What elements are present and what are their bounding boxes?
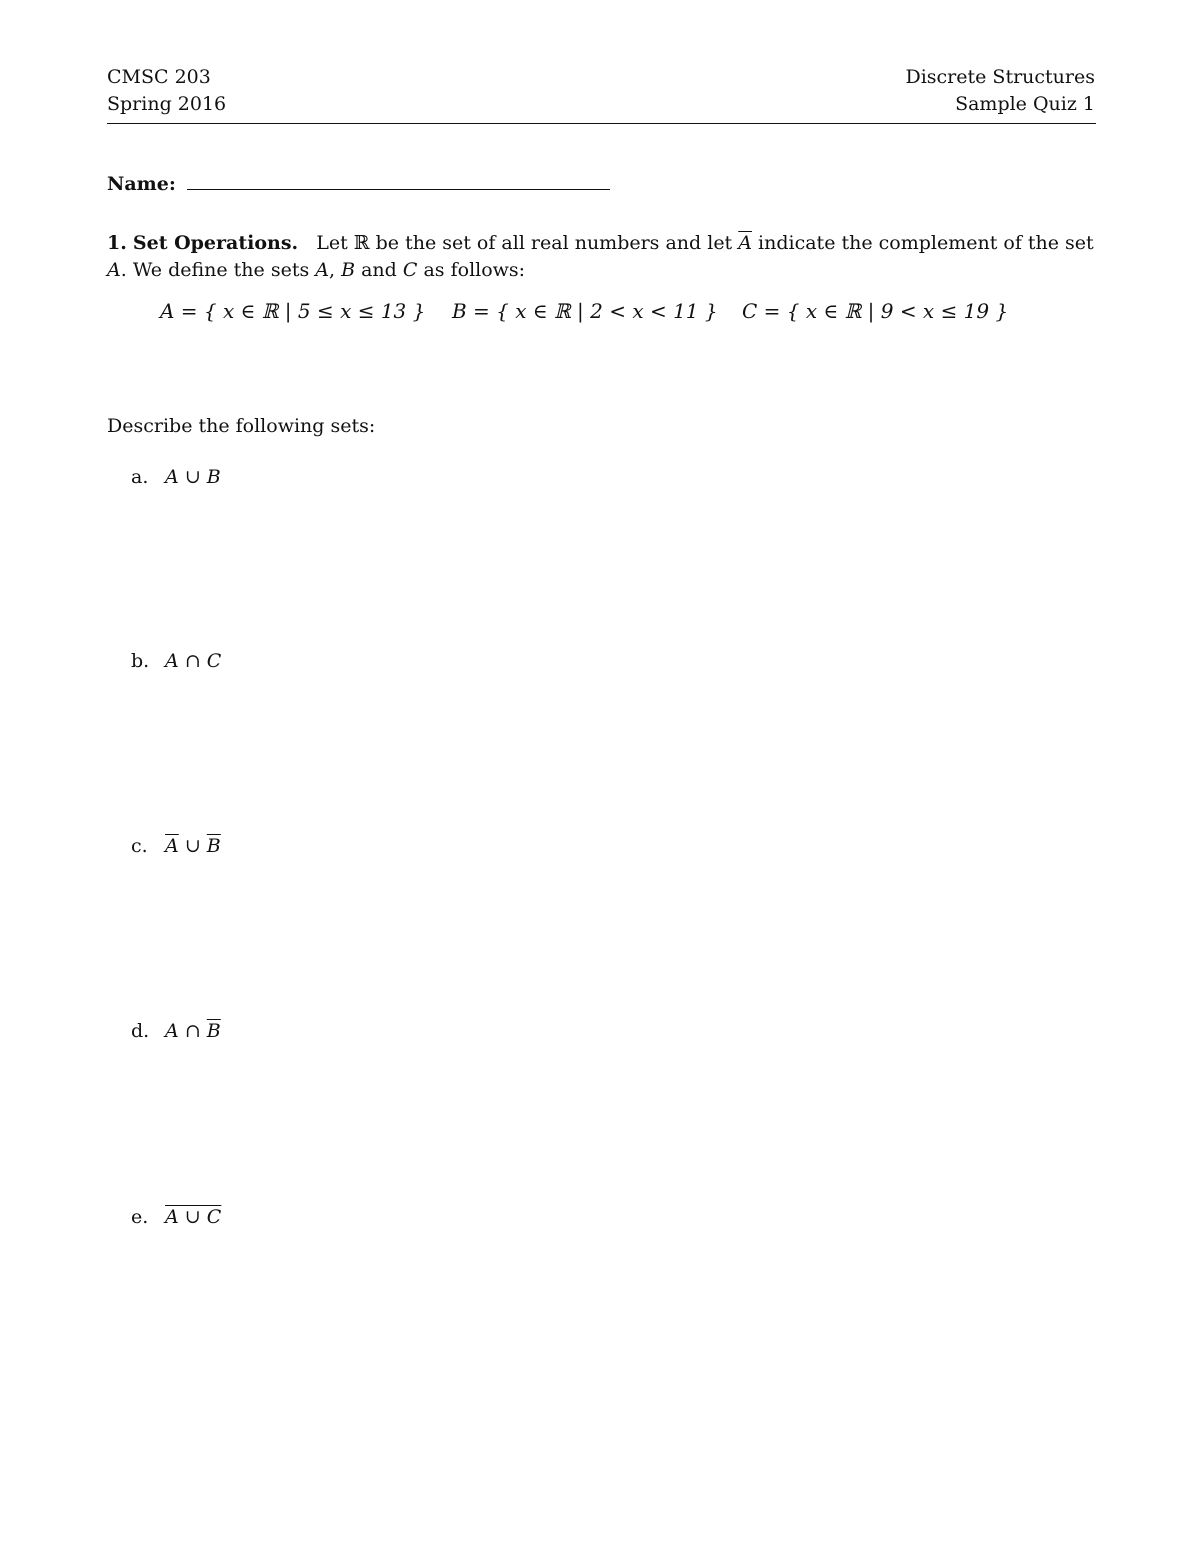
problem-title: Set Operations. xyxy=(132,232,299,254)
comma: , xyxy=(329,259,336,281)
question-d xyxy=(131,1020,221,1042)
question-left-operand: A xyxy=(165,1020,179,1042)
question-label: a. xyxy=(131,466,149,488)
question-left-operand: $\overline{A}$ xyxy=(165,835,179,857)
name-label: Name: xyxy=(107,173,176,195)
set-definition-a: A = { x ∈ ℝ | 5 ≤ x ≤ 13 } xyxy=(160,299,426,323)
problem-number: 1. xyxy=(107,232,127,254)
question-operator: ∩ xyxy=(184,650,201,672)
set-definition-c: C = { x ∈ ℝ | 9 < x ≤ 19 } xyxy=(742,299,1009,323)
set-definition-b: B = { x ∈ ℝ | 2 < x < 11 } xyxy=(452,299,718,323)
course-code: CMSC 203 xyxy=(107,66,211,88)
set-name-c: C xyxy=(402,259,418,281)
question-label: c. xyxy=(131,835,148,857)
set-name-a: A xyxy=(315,259,329,281)
question-a xyxy=(131,466,221,488)
problem-text-2: indicate the complement of the set xyxy=(758,232,1094,254)
problem-text-1: Let ℝ be the set of all real numbers and let xyxy=(316,232,733,254)
set-name-b: B xyxy=(341,259,356,281)
question-operator: ∩ xyxy=(184,1020,201,1042)
question-left-operand: A xyxy=(165,466,179,488)
question-right-operand: $\overline{B}$ xyxy=(206,835,221,857)
question-left-operand: A xyxy=(165,650,179,672)
problem-statement xyxy=(107,230,1097,284)
term: Spring 2016 xyxy=(107,93,227,115)
problem-text-4: as follows: xyxy=(423,259,526,281)
subject-title: Discrete Structures xyxy=(905,66,1095,88)
problem-text-3: . We define the sets xyxy=(120,259,310,281)
problem-var-a: A xyxy=(107,259,121,281)
question-expression: A ∪ C xyxy=(165,1206,222,1228)
question-right-operand: $\overline{B}$ xyxy=(206,1020,221,1042)
name-input-line[interactable] xyxy=(187,189,610,190)
question-right-operand: C xyxy=(206,650,222,672)
question-operator: ∪ xyxy=(184,835,201,857)
instruction: Describe the following sets: xyxy=(107,415,376,437)
complement-symbol: $\overline{A}$ xyxy=(738,232,752,254)
question-operator: ∪ xyxy=(184,466,201,488)
question-label: b. xyxy=(131,650,150,672)
and-word: and xyxy=(361,259,397,281)
question-c xyxy=(131,835,221,857)
question-e xyxy=(131,1206,221,1228)
question-label: e. xyxy=(131,1206,149,1228)
header-rule xyxy=(107,123,1096,124)
question-right-operand: B xyxy=(206,466,221,488)
quiz-title: Sample Quiz 1 xyxy=(955,93,1095,115)
question-b xyxy=(131,650,221,672)
question-label: d. xyxy=(131,1020,150,1042)
